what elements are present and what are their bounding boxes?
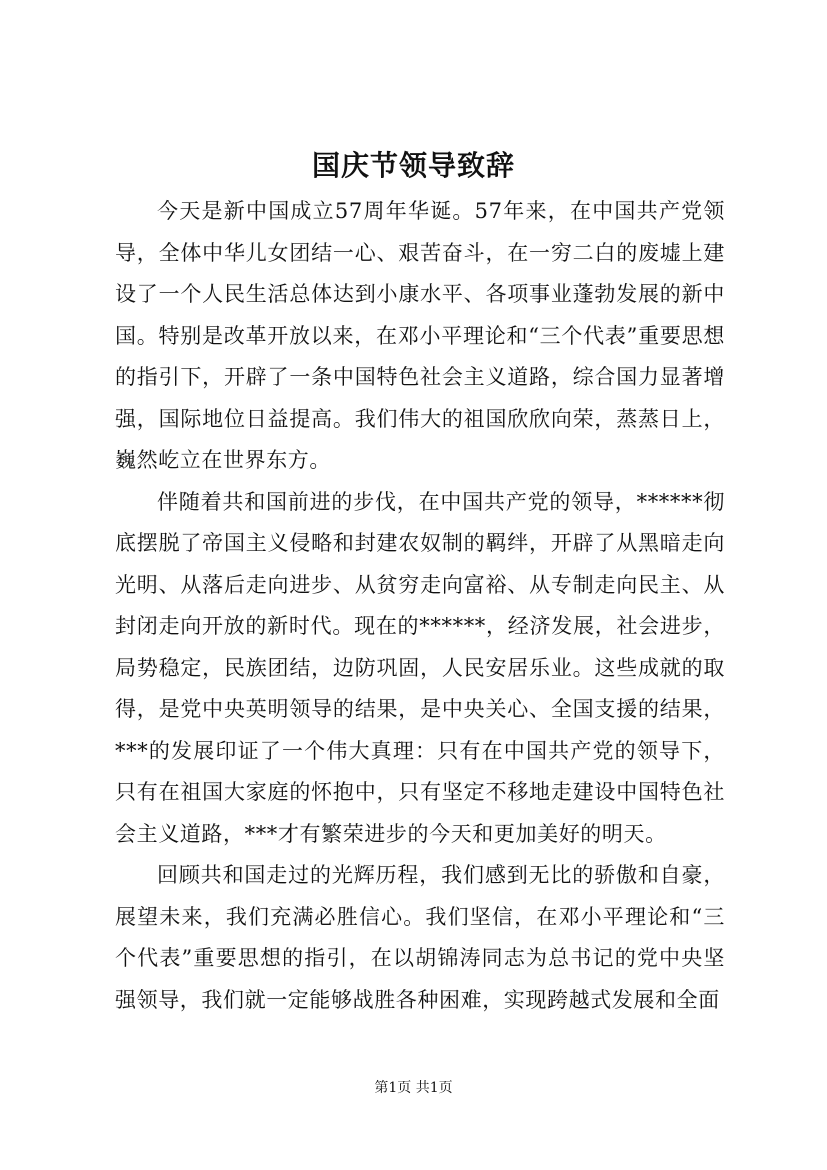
document-body: [115, 191, 725, 1021]
paragraph-3: 回顾共和国走过的光辉历程，我们感到无比的骄傲和自豪，展望未来，我们充满必胜信心。我们坚信，在邓小平理论和“三个代表”重要思想的指引，在以胡锦涛同志为总书记的党中央坚强领导，我们就一定能够战胜各种困难，实现跨越式发展和全面: [115, 863, 725, 1012]
page-footer: 第1页 共1页: [374, 1080, 453, 1096]
document-title: 国庆节领导致辞: [311, 149, 515, 182]
paragraph-1: 今天是新中国成立57周年华诞。57年来，在中国共产党领导，全体中华儿女团结一心、艰苦奋斗，在一穷二白的废墟上建设了一个人民生活总体达到小康水平、各项事业蓬勃发展的新中国。特别是改革开放以来，在邓小平理论和“三个代表”重要思想的指引下，开辟了一条中国特色社会主义道路，综合国力显著增强，国际地位日益提高。我们伟大的祖国欣欣向荣，蒸蒸日上，巍然屹立在世界东方。: [115, 199, 725, 472]
paragraph-2: 伴随着共和国前进的步伐，在中国共产党的领导，******彻底摆脱了帝国主义侵略和封建农奴制的羁绊，开辟了从黑暗走向光明、从落后走向进步、从贫穷走向富裕、从专制走向民主、从封闭走向开放的新时代。现在的******，经济发展，社会进步，局势稳定，民族团结，边防巩固，人民安居乐业。这些成就的取得，是党中央英明领导的结果，是中央关心、全国支援的结果，***的发展印证了一个伟大真理：只有在中国共产党的领导下，只有在祖国大家庭的怀抱中，只有坚定不移地走建设中国特色社会主义道路，***才有繁荣进步的今天和更加美好的明天。: [115, 489, 725, 846]
